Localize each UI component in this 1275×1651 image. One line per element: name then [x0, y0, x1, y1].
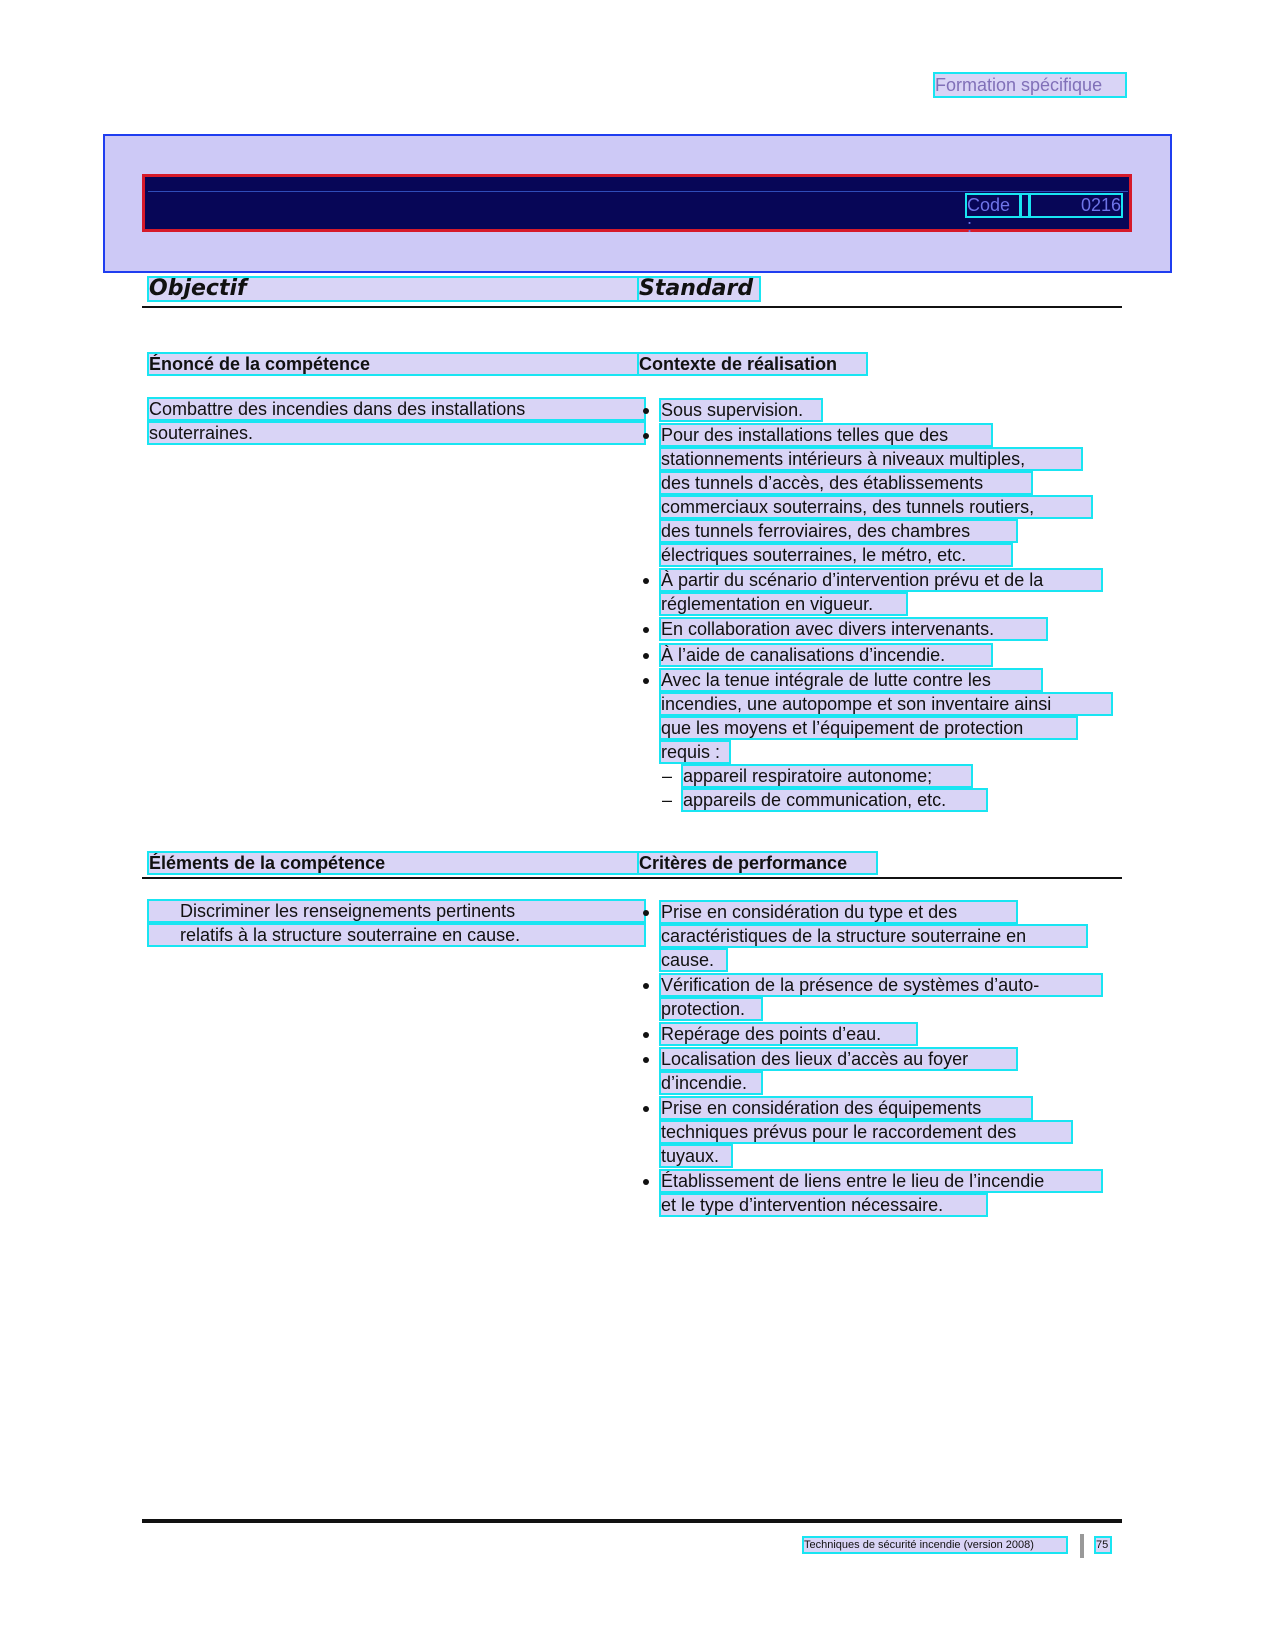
context-item-line: En collaboration avec divers intervenants. [661, 619, 1046, 639]
bullet-icon [643, 433, 649, 439]
bullet-icon [643, 578, 649, 584]
criteria-item-line: Vérification de la présence de systèmes d’auto- [661, 975, 1101, 995]
context-item-line: requis : [661, 742, 729, 762]
criteria-item-line: tuyaux. [661, 1146, 731, 1166]
code-label: Code : [967, 195, 1020, 216]
page-number: 75 [1096, 1539, 1109, 1551]
context-item-line: incendies, une autopompe et son inventaire ainsi [661, 694, 1111, 714]
context-item-line: des tunnels d’accès, des établissements [661, 473, 1031, 493]
bullet-icon [643, 627, 649, 633]
criteria-item-line: Prise en considération du type et des [661, 902, 1016, 922]
criteria-item-line: Prise en considération des équipements [661, 1098, 1031, 1118]
bullet-icon [643, 983, 649, 989]
standard-heading: Standard [639, 278, 759, 300]
element-line: Discriminer les renseignements pertinents [149, 901, 644, 921]
bullet-icon [643, 1179, 649, 1185]
bullet-icon [643, 1057, 649, 1063]
bullet-icon [643, 910, 649, 916]
criteria-item-line: caractéristiques de la structure souterraine en [661, 926, 1086, 946]
bullet-icon [643, 678, 649, 684]
context-item-line: commerciaux souterrains, des tunnels routiers, [661, 497, 1091, 517]
context-item-line: Avec la tenue intégrale de lutte contre les [661, 670, 1041, 690]
element-line: relatifs à la structure souterraine en cause. [149, 925, 644, 945]
competence-elements-title: Éléments de la compétence [149, 853, 639, 873]
section-rule [142, 877, 1122, 879]
context-item-line: réglementation en vigueur. [661, 594, 906, 614]
code-value: 0216 [1030, 195, 1121, 216]
code-separator [1021, 195, 1029, 216]
criteria-item-line: protection. [661, 999, 761, 1019]
dash-marker: – [662, 766, 673, 786]
bullet-icon [643, 653, 649, 659]
running-header: Formation spécifique [935, 74, 1125, 96]
criteria-item-line: Localisation des lieux d’accès au foyer [661, 1049, 1016, 1069]
criteria-item-line: Repérage des points d’eau. [661, 1024, 916, 1044]
context-subitem: appareil respiratoire autonome; [683, 766, 971, 786]
objective-heading: Objectif [149, 278, 639, 300]
context-item-line: À l’aide de canalisations d’incendie. [661, 645, 991, 665]
competence-statement-line: Combattre des incendies dans des installations [149, 399, 644, 419]
criteria-item-line: Établissement de liens entre le lieu de l’incendie [661, 1171, 1101, 1191]
bullet-icon [643, 1106, 649, 1112]
criteria-item-line: et le type d’intervention nécessaire. [661, 1195, 986, 1215]
competence-statement-title: Énoncé de la compétence [149, 354, 639, 374]
context-item-line: que les moyens et l’équipement de protection [661, 718, 1076, 738]
context-item-line: stationnements intérieurs à niveaux multiples, [661, 449, 1081, 469]
footer-rule [142, 1519, 1122, 1523]
footer-text: Techniques de sécurité incendie (version 2008) [804, 1538, 1066, 1552]
dash-marker: – [662, 790, 673, 810]
criteria-item-line: cause. [661, 950, 726, 970]
bullet-icon [643, 408, 649, 414]
footer-separator [1080, 1534, 1084, 1558]
bullet-icon [643, 1032, 649, 1038]
context-item-line: Sous supervision. [661, 400, 821, 420]
context-item-line: des tunnels ferroviaires, des chambres [661, 521, 1016, 541]
heading-rule [142, 306, 1122, 308]
context-item-line: À partir du scénario d’intervention prévu et de la [661, 570, 1101, 590]
context-item-line: électriques souterraines, le métro, etc. [661, 545, 1011, 565]
criteria-item-line: d’incendie. [661, 1073, 761, 1093]
context-subitem: appareils de communication, etc. [683, 790, 986, 810]
context-item-line: Pour des installations telles que des [661, 425, 991, 445]
title-bar-rule [148, 191, 1128, 192]
performance-criteria-title: Critères de performance [639, 853, 876, 873]
context-title: Contexte de réalisation [639, 354, 866, 374]
criteria-item-line: techniques prévus pour le raccordement des [661, 1122, 1071, 1142]
competence-statement-line: souterraines. [149, 423, 644, 443]
